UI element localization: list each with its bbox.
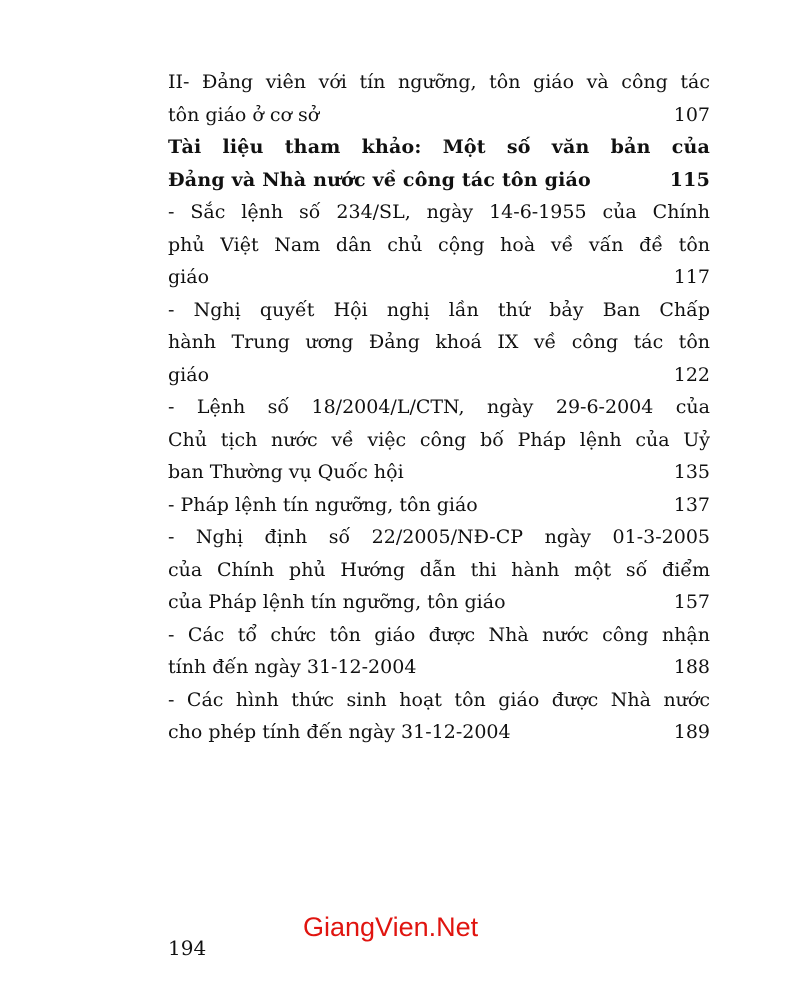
toc-entry-text: - Các hình thức sinh hoạt tôn giáo được Nhà nước — [168, 688, 710, 711]
toc-entry-line — [168, 131, 710, 164]
toc-entry-page: 107 — [673, 103, 710, 126]
toc-entry-text: - Các tổ chức tôn giáo được Nhà nước công nhận — [168, 623, 710, 646]
toc-entry-page: 115 — [669, 168, 710, 191]
toc-entry-line — [168, 359, 710, 392]
toc-entry — [168, 66, 710, 131]
toc-entry-page: 157 — [673, 591, 710, 613]
page-number: 194 — [168, 936, 207, 960]
toc-entry-line — [168, 261, 710, 294]
toc-entry-line — [168, 586, 710, 619]
toc-entry-text: tôn giáo ở cơ sở — [168, 103, 320, 126]
toc-entry-line — [168, 651, 710, 684]
toc-entry-text: Chủ tịch nước về việc công bố Pháp lệnh của Uỷ — [168, 428, 710, 451]
toc-entry-text: Tài liệu tham khảo: Một số văn bản của — [168, 136, 710, 158]
toc-entry-line — [168, 99, 710, 132]
toc-entry-text: của Chính phủ Hướng dẫn thi hành một số điểm — [168, 558, 710, 581]
toc-entry-page: 188 — [673, 656, 710, 678]
toc-entry-line — [168, 326, 710, 359]
toc-entry — [168, 489, 710, 522]
toc-entry-page: 135 — [673, 461, 710, 483]
toc-entry — [168, 684, 710, 749]
toc-entry-page: 189 — [673, 721, 710, 743]
toc-entry-line — [168, 521, 710, 554]
toc-entry-text: phủ Việt Nam dân chủ cộng hoà về vấn đề tôn — [168, 233, 710, 256]
toc-entry-line — [168, 716, 710, 749]
toc-entry-line — [168, 554, 710, 587]
toc-entry-page: 117 — [673, 266, 710, 288]
toc-entry-text: ban Thường vụ Quốc hội — [168, 461, 404, 483]
toc-entry-text: - Nghị định số 22/2005/NĐ-CP ngày 01-3-2005 — [168, 526, 710, 548]
toc-entry-text: - Lệnh số 18/2004/L/CTN, ngày 29-6-2004 của — [168, 396, 710, 418]
toc-entry — [168, 294, 710, 392]
toc-entry-text: giáo — [168, 363, 210, 386]
toc-entry-line — [168, 229, 710, 262]
toc-entry-text: II- Đảng viên với tín ngưỡng, tôn giáo và công tác — [168, 71, 710, 93]
toc-entry-text: giáo — [168, 266, 210, 288]
toc-entry-line — [168, 164, 710, 197]
toc-entry-text: cho phép tính đến ngày 31-12-2004 — [168, 721, 511, 743]
toc-entry-text: Đảng và Nhà nước về công tác tôn giáo — [168, 168, 591, 191]
toc-entry-line — [168, 489, 710, 522]
toc-entry-line — [168, 684, 710, 717]
toc-entry-line — [168, 196, 710, 229]
toc-entry-page: 122 — [673, 363, 710, 386]
toc-entry-line — [168, 456, 710, 489]
toc-entry-line — [168, 424, 710, 457]
watermark-site-text: GiangVien.Net — [303, 912, 479, 942]
toc-entry-text: - Sắc lệnh số 234/SL, ngày 14-6-1955 của Chính — [168, 201, 710, 223]
toc-entry-line — [168, 294, 710, 327]
toc-entry — [168, 619, 710, 684]
toc-entry-page: 137 — [673, 493, 710, 516]
toc-entry — [168, 391, 710, 489]
table-of-contents — [168, 66, 710, 749]
toc-entry — [168, 131, 710, 196]
toc-entry-text: hành Trung ương Đảng khoá IX về công tác tôn — [168, 331, 710, 353]
toc-entry-text: của Pháp lệnh tín ngưỡng, tôn giáo — [168, 591, 506, 613]
toc-entry-line — [168, 391, 710, 424]
toc-entry-text: - Nghị quyết Hội nghị lần thứ bảy Ban Chấp — [168, 298, 710, 321]
toc-entry-text: tính đến ngày 31-12-2004 — [168, 656, 417, 678]
toc-entry-line — [168, 619, 710, 652]
toc-entry — [168, 196, 710, 294]
toc-entry-text: - Pháp lệnh tín ngưỡng, tôn giáo — [168, 493, 478, 516]
toc-entry-line — [168, 66, 710, 99]
toc-entry — [168, 521, 710, 619]
